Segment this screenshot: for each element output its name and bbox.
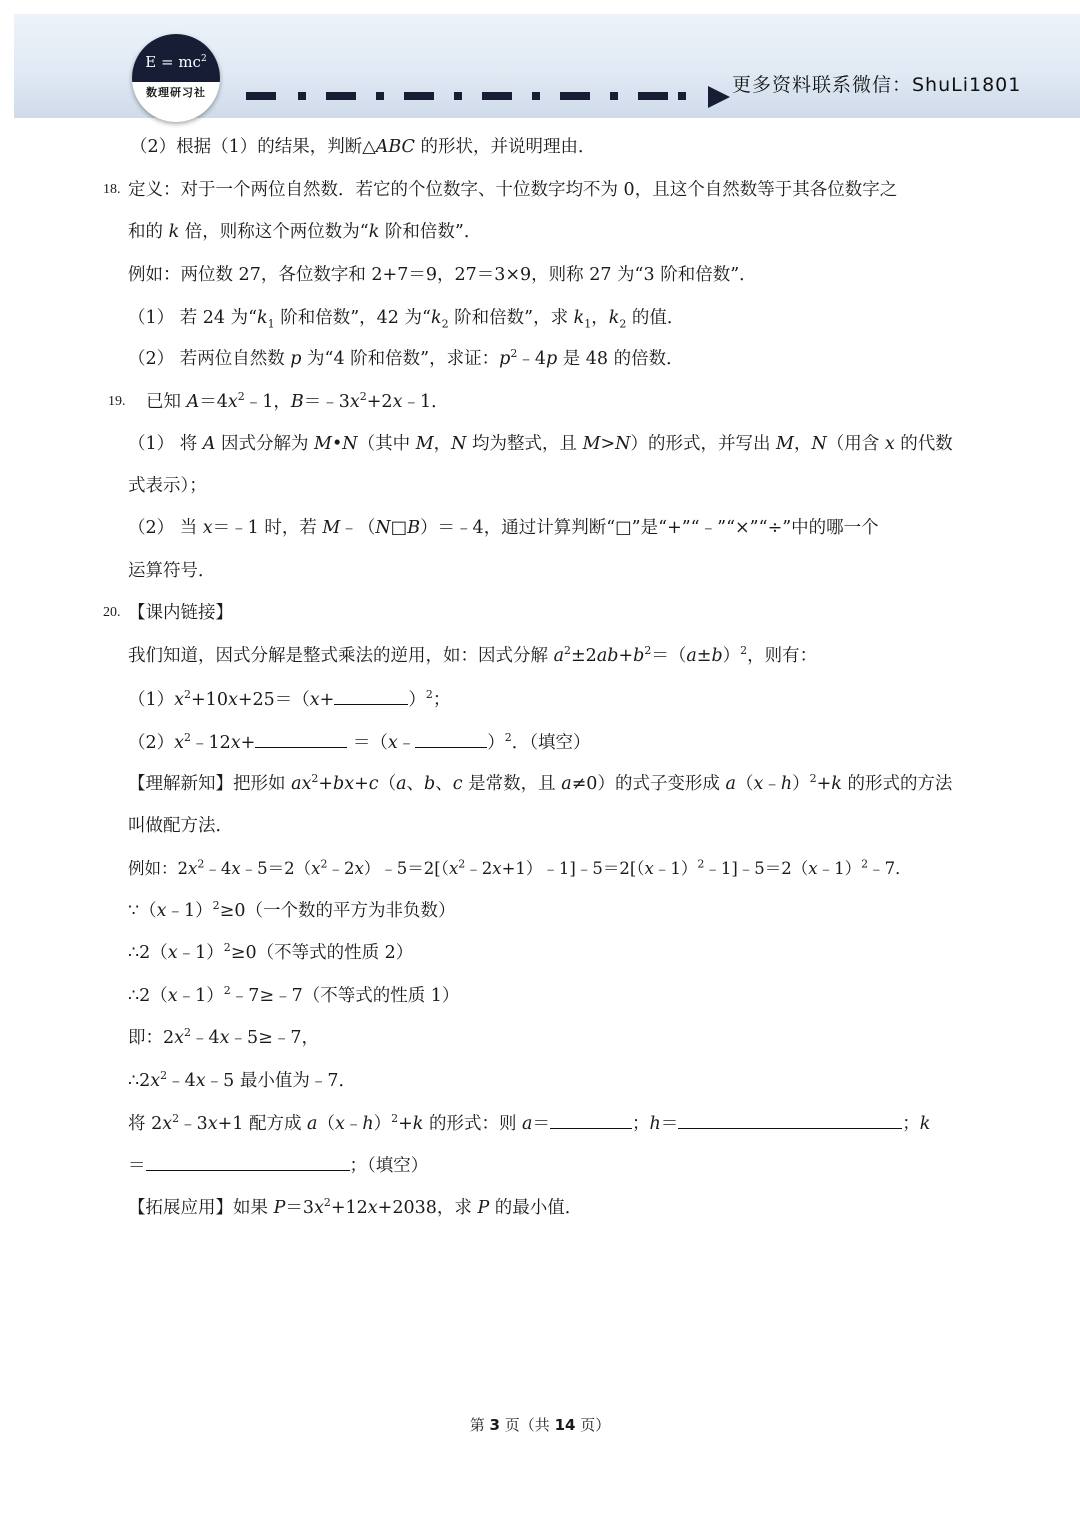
q20-intro: 我们知道，因式分解是整式乘法的逆用，如：因式分解 $a^2\pm 2ab+b^2=(a\pm b)^2$，则有： [128, 644, 818, 666]
blank-field[interactable] [678, 1110, 902, 1129]
q20-section-link: 【课内链接】 [128, 603, 233, 623]
q18-definition-line1: 定义：对于一个两位自然数．若它的个位数字、十位数字均不为 0，且这个自然数等于其各位数字之 [128, 180, 898, 200]
q18-number: 18. [103, 182, 121, 197]
q19-part2-line1: （2） 当 x＝﹣1 时，若 M﹣（N□B）＝﹣4，通过计算判断“□”是“+”“﹣”“×”“÷”中的哪一个 [128, 518, 879, 538]
logo-name: 数理研习社 [146, 86, 206, 99]
page-footer: 第 3 页（共 14 页） [469, 1416, 611, 1434]
q20-step1: ∵（x﹣1）$^2$≥0（一个数的平方为非负数） [128, 899, 456, 921]
blank-field[interactable] [146, 1152, 350, 1171]
q17-part2: （2）根据（1）的结果，判断△ABC 的形状，并说明理由． [130, 137, 596, 157]
dash-divider [246, 92, 686, 102]
contact-info: 更多资料联系微信：ShuLi1801 [732, 74, 1022, 96]
blank-field[interactable] [415, 729, 487, 748]
q19-part2-line2: 运算符号． [128, 561, 216, 581]
q20-task-line2: ＝ ；（填空） [128, 1152, 428, 1179]
q18-part1: （1） 若 24 为“$k_1$ 阶和倍数”，42 为“$k_2$ 阶和倍数”，求 $k_1$，$k_2$ 的值． [128, 308, 685, 331]
q20-fill1: $(1)x^2+10x+25=(x+ )^2$； [128, 686, 450, 713]
blank-field[interactable] [550, 1110, 632, 1129]
q20-step5: $\therefore 2x^2﹣4x﹣5$ 最小值为﹣7． [128, 1069, 357, 1091]
q20-number: 20. [103, 605, 121, 620]
q20-task-line1: 将 $2x^2﹣3x+1$ 配方成 a（x﹣h）$^2$+k 的形式：则 a＝ ；h＝ ；k [128, 1110, 930, 1137]
q19-part1-line2: 式表示）； [128, 476, 207, 496]
q19-number: 19. [108, 394, 126, 409]
q19-part1-line1: （1） 将 A 因式分解为 M•N（其中 M，N 均为整式，且 M>N）的形式，并写出 M，N（用含 x 的代数 [128, 434, 953, 454]
q20-new-knowledge-line2: 叫做配方法． [128, 816, 233, 836]
q20-example: 例如：$2x^2﹣4x﹣5=2(x^2﹣2x)﹣5=2[(x^2﹣2x+1)﹣1]﹣5=2[(x﹣1)^2﹣1]﹣5=2(x﹣1)^2﹣7$． [128, 857, 912, 878]
q20-new-knowledge-line1: 【理解新知】把形如 $ax^2+bx+c(a$、b、c 是常数，且 a≠0）的式子变形成 a（x﹣h）$^2$+k 的形式的方法 [128, 772, 953, 794]
arrow-right-icon [708, 86, 730, 108]
q20-step3: ∴2（x﹣1）$^2$﹣7≥﹣7（不等式的性质 1） [128, 984, 460, 1006]
page-total: 14 [554, 1416, 576, 1434]
q20-step4: 即：$2x^2﹣4x﹣5\ge﹣7$， [128, 1026, 319, 1048]
logo-formula: $E = mc^2$ [132, 34, 220, 82]
q18-example: 例如：两位数 27，各位数字和 2+7＝9，27＝3×9，则称 27 为“3 阶和倍数”． [128, 265, 757, 285]
blank-field[interactable] [334, 686, 408, 705]
logo [132, 34, 220, 122]
blank-field[interactable] [255, 729, 347, 748]
q19-given: 已知 $A=4x^2﹣1$，$B=﹣3x^2+2x﹣1$． [146, 390, 449, 412]
page-number: 3 [489, 1416, 500, 1434]
q18-part2: （2） 若两位自然数 p 为“4 阶和倍数”，求证：$p^2﹣4p$ 是 48 的倍数． [128, 347, 684, 369]
q18-definition-line2: 和的 k 倍，则称这个两位数为“k 阶和倍数”． [128, 222, 482, 242]
q20-fill2: $(2)x^2﹣12x+$ ＝（x﹣ ）$^2$．（填空） [128, 729, 591, 756]
header-banner [14, 14, 1080, 118]
q20-step2: ∴2（x﹣1）$^2$≥0（不等式的性质 2） [128, 941, 414, 963]
q20-extension: 【拓展应用】如果 $P=3x^2+12x+2038$，求 P 的最小值． [128, 1196, 583, 1218]
